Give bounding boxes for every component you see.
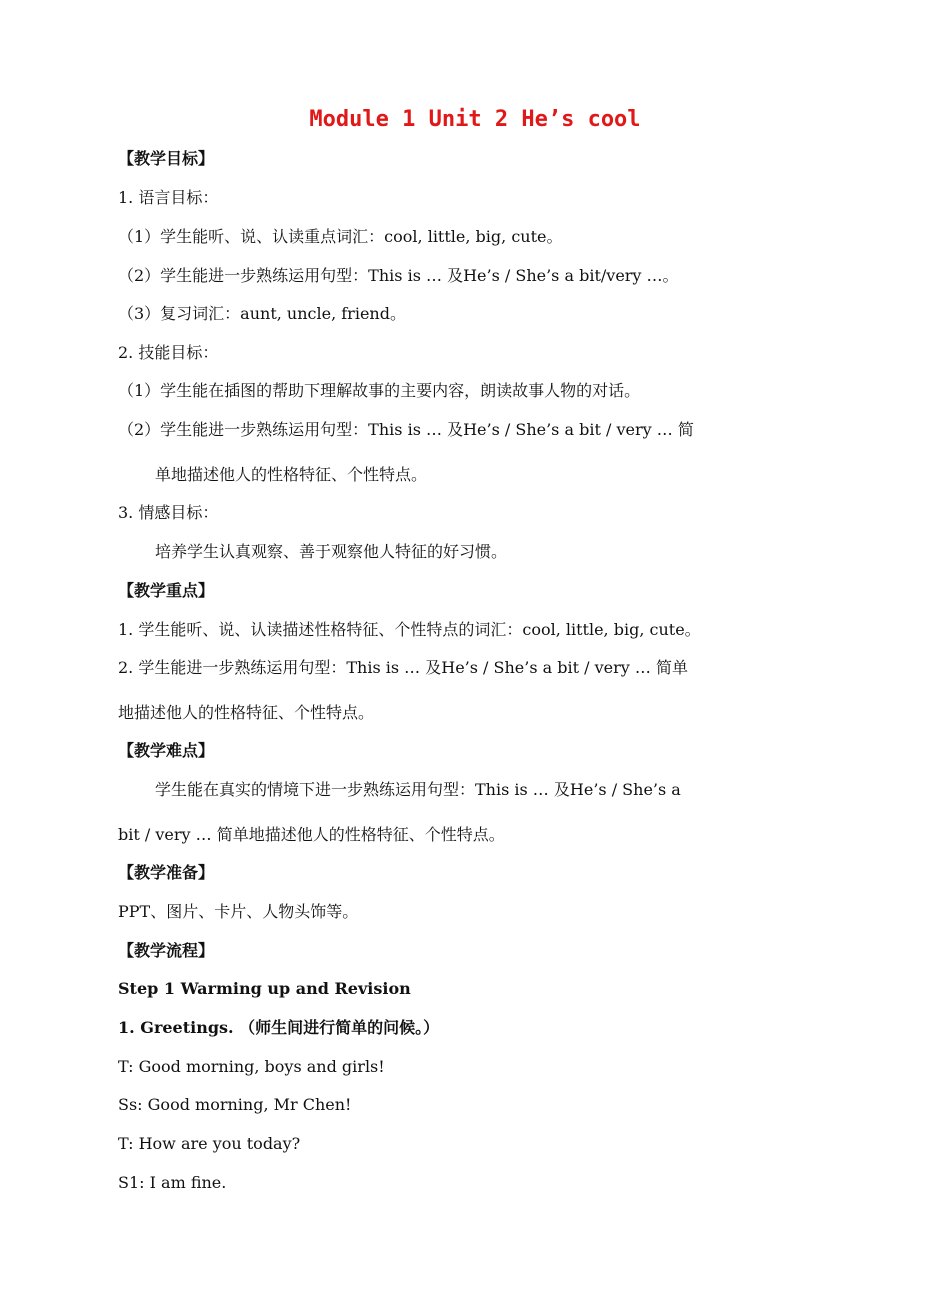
language-objectives-heading: 1. 语言目标： xyxy=(118,188,219,207)
dialog-line-4: S1: I am fine. xyxy=(118,1173,227,1192)
section-key-points-heading: 【教学重点】 xyxy=(118,581,215,600)
difficulty-line-2: bit / very … 简单地描述他人的性格特征、个性特点。 xyxy=(118,825,505,844)
section-objectives-heading: 【教学目标】 xyxy=(118,149,215,168)
emotion-objective-1: 培养学生认真观察、善于观察他人特征的好习惯。 xyxy=(155,542,508,561)
key-point-1: 1. 学生能听、说、认读描述性格特征、个性特点的词汇：cool, little, big, cute。 xyxy=(118,620,701,639)
dialog-line-1: T: Good morning, boys and girls! xyxy=(118,1057,385,1076)
dialog-line-3: T: How are you today? xyxy=(118,1134,301,1153)
emotion-objectives-heading: 3. 情感目标： xyxy=(118,503,219,522)
language-objective-2: （2）学生能进一步熟练运用句型：This is … 及He’s / She’s a bit/very …。 xyxy=(118,266,679,285)
preparation-line: PPT、图片、卡片、人物头饰等。 xyxy=(118,902,359,921)
section-difficulties-heading: 【教学难点】 xyxy=(118,741,215,760)
step-1-heading: Step 1 Warming up and Revision xyxy=(118,979,411,998)
skill-objective-2-line-1: （2）学生能进一步熟练运用句型：This is … 及He’s / She’s a bit / very … 简 xyxy=(118,420,694,439)
section-procedure-heading: 【教学流程】 xyxy=(118,941,215,960)
page-title: Module 1 Unit 2 He’s cool xyxy=(309,107,641,132)
skill-objectives-heading: 2. 技能目标： xyxy=(118,343,219,362)
greetings-line: 1. Greetings. （师生间进行简单的问候。） xyxy=(118,1018,440,1037)
dialog-line-2: Ss: Good morning, Mr Chen! xyxy=(118,1095,352,1114)
skill-objective-1: （1）学生能在插图的帮助下理解故事的主要内容，朗读故事人物的对话。 xyxy=(118,381,641,400)
language-objective-1: （1）学生能听、说、认读重点词汇：cool, little, big, cute。 xyxy=(118,227,563,246)
key-point-2-line-2: 地描述他人的性格特征、个性特点。 xyxy=(118,703,375,722)
skill-objective-2-line-2: 单地描述他人的性格特征、个性特点。 xyxy=(155,465,428,484)
language-objective-3: （3）复习词汇：aunt, uncle, friend。 xyxy=(118,304,406,323)
section-preparation-heading: 【教学准备】 xyxy=(118,863,215,882)
difficulty-line-1: 学生能在真实的情境下进一步熟练运用句型：This is … 及He’s / She’s a xyxy=(155,780,681,799)
key-point-2-line-1: 2. 学生能进一步熟练运用句型：This is … 及He’s / She’s a bit / very … 简单 xyxy=(118,658,688,677)
